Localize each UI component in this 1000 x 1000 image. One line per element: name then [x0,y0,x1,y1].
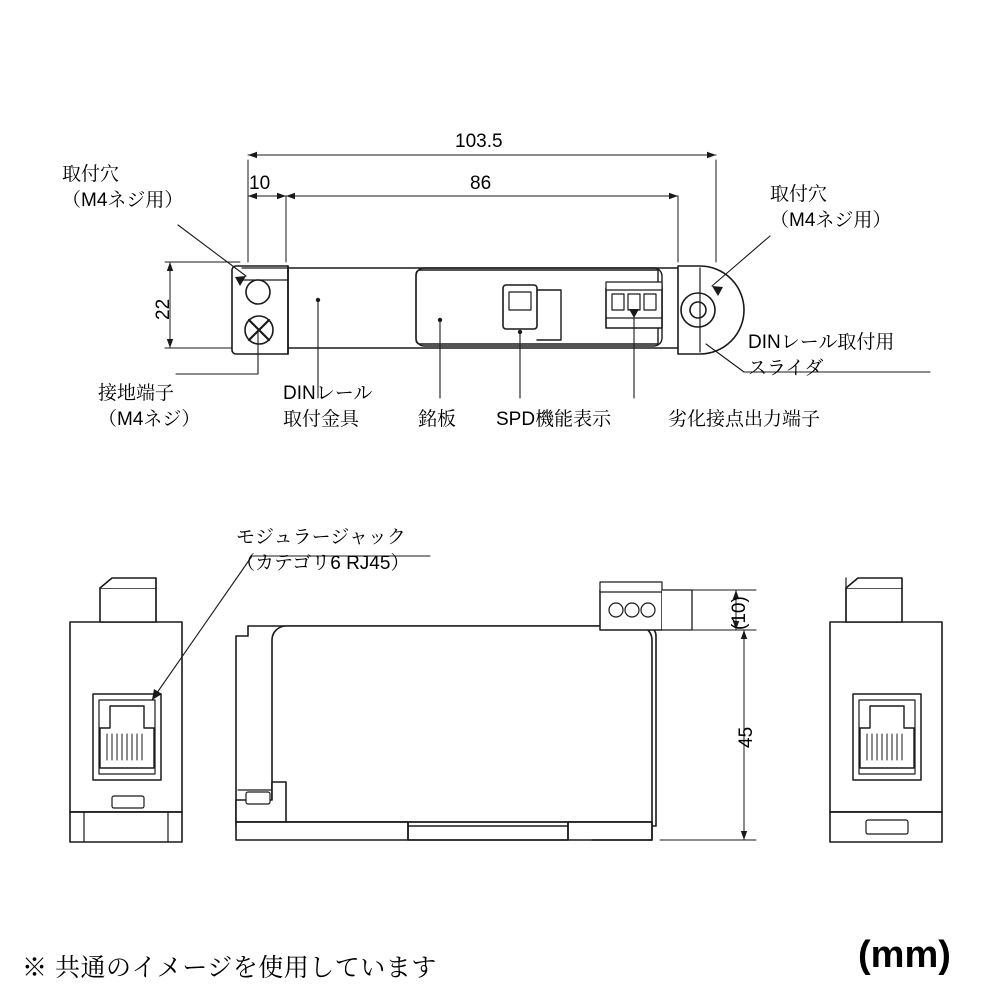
callout-din-bracket-line2: 取付金具 [283,409,360,430]
callout-din-slider-line1: DINレール取付用 [748,332,895,353]
callout-din-bracket-line1: DINレール [283,383,373,404]
callout-ground-terminal-line2: （M4ネジ） [98,409,201,430]
spd-indicator-inner [509,292,531,310]
left-side-bottom-detail [112,796,144,808]
dimension-height-front: 22 [153,298,174,320]
dimension-total-length: 103.5 [455,131,503,152]
callout-modular-jack-line1: モジュラージャック [236,527,406,548]
dimension-body-length: 86 [470,173,492,194]
arrow-left-86 [286,193,295,199]
callout-mount-hole-right-line1: 取付穴 [770,184,828,205]
center-main-body [272,626,652,822]
terminal-block-top [606,282,662,290]
arrow-bottom-22 [167,339,173,348]
footnote-text: ※ 共通のイメージを使用しています [22,954,437,982]
terminal-screw-3 [644,294,656,310]
center-terminal-top [600,582,662,592]
left-side-top-tab-chamfer [100,578,156,588]
arrow-depth-45-top [741,630,747,639]
terminal-screw-1 [612,294,624,310]
callout-mount-hole-left-line2: （M4ネジ用） [62,190,184,211]
center-terminal-screw-3 [641,603,655,617]
callout-mount-hole-left-line1: 取付穴 [62,164,120,185]
mount-hole-right-inner [690,302,706,318]
center-terminal-screw-1 [609,603,623,617]
callout-mount-hole-right-line2: （M4ネジ用） [770,210,892,231]
right-side-top-tab [846,588,902,622]
terminal-screw-2 [628,294,640,310]
arrow-right-103_5 [707,152,716,158]
dimension-depth-total: 45 [736,726,757,748]
left-side-view [70,578,182,842]
leader-mount-hole-left [178,225,246,276]
unit-label: (mm) [858,934,951,976]
callout-ground-terminal-line1: 接地端子 [98,383,175,404]
center-side-view [236,582,692,840]
dimension-offset-left: 10 [249,173,271,194]
center-terminal-screw-2 [625,603,639,617]
right-side-bottom-detail [866,820,908,834]
left-side-top-tab [100,588,156,622]
leader-dot-nameplate [438,318,442,322]
leader-mount-hole-right [712,236,770,286]
arrow-left-103_5 [248,152,257,158]
right-side-top-tab-chamfer [846,578,902,588]
leader-dot-bracket [316,298,320,302]
left-side-base [70,812,182,842]
arrow-depth-45-bottom [741,831,747,840]
center-terminal-side [662,590,692,630]
mount-hole-left [246,280,270,304]
leader-din-slider [706,344,744,372]
center-left-detail [246,792,270,804]
callout-degradation-output: 劣化接点出力端子 [668,409,821,430]
dimension-depth-terminal: (10) [729,596,750,630]
callout-spd-indicator: SPD機能表示 [496,409,612,430]
arrow-right-10 [277,193,286,199]
callout-din-slider-line2: スライダ [748,358,824,379]
right-side-view [830,578,942,842]
callout-modular-jack-line2: （カテゴリ6 RJ45） [236,553,410,574]
arrow-right-86 [669,193,678,199]
arrow-top-22 [167,262,173,271]
leader-dot-spd [518,330,522,334]
callout-nameplate: 銘板 [418,409,457,430]
